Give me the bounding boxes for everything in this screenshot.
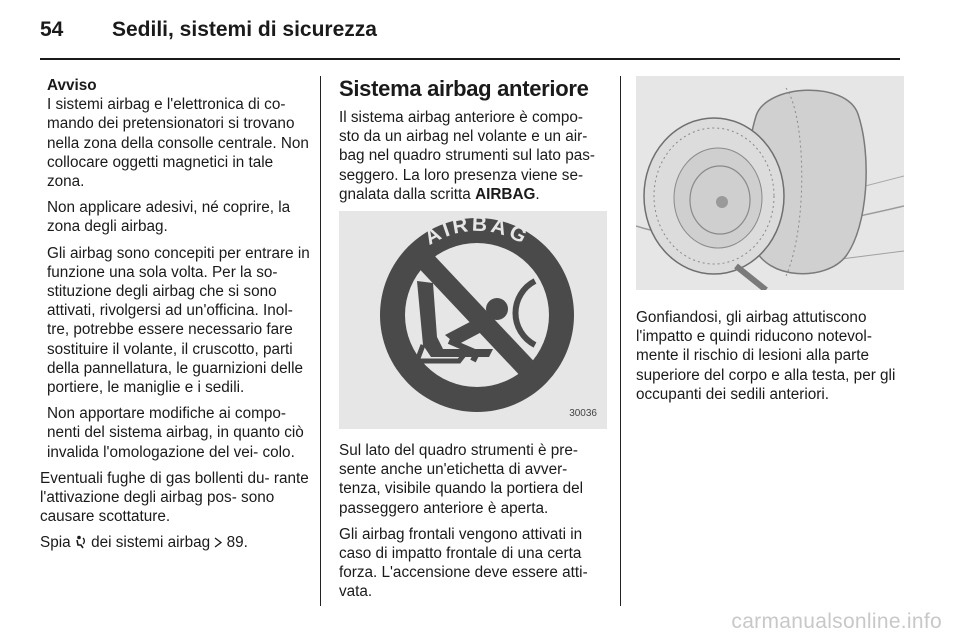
right-column xyxy=(636,76,904,411)
label-paragraph: Sul lato del quadro strumenti è pre- sente anche un'etichetta di avver- tenza, visibile quando la portiera del passeggero anteriore è aperta. xyxy=(339,442,584,517)
left-column xyxy=(40,76,310,560)
note-paragraph: Non apportare modifiche ai compo- nenti del sistema airbag, in quanto ciò invalida l'omologazione del vei- colo. xyxy=(47,405,304,461)
no-child-seat-airbag-symbol xyxy=(339,211,607,429)
warning-note xyxy=(40,76,310,462)
airbag-warning-icon xyxy=(75,535,87,549)
activation-paragraph: Gli airbag frontali vengono attivati in caso di impatto frontale di una certa forza. L'accensione deve essere atti- vata. xyxy=(339,525,588,601)
column-divider-left xyxy=(320,76,321,606)
page-header xyxy=(40,18,377,42)
note-paragraph: I sistemi airbag e l'elettronica di co- mando dei pretensionatori si trovano nella zona della consolle centrale. Non collocare oggetti magnetici in tale zona. xyxy=(47,96,309,191)
figure-number: 30036 xyxy=(569,407,597,419)
gas-warning-paragraph: Eventuali fughe di gas bollenti du- rante l'attivazione degli airbag pos- sono causare scottature. xyxy=(40,469,309,526)
airbag-warning-figure xyxy=(339,211,607,429)
page-number: 54 xyxy=(40,18,64,41)
watermark: carmanualsonline.info xyxy=(731,610,942,633)
section-heading: Sistema airbag anteriore xyxy=(339,76,589,101)
inflation-paragraph: Gonfiandosi, gli airbag attutiscono l'impatto e quindi riducono notevol- mente il rischio di lesioni alla parte superiore del corpo e alla testa, per gli occupanti dei sedili anteriori. xyxy=(636,309,896,403)
note-paragraph: Non applicare adesivi, né coprire, la zona degli airbag. xyxy=(47,199,291,236)
page-reference[interactable]: 89. xyxy=(226,534,248,552)
note-paragraph: Gli airbag sono concepiti per entrare in funzione una sola volta. Per la so- stituzione degli airbag che si sono attivati, rivolgersi ad un'officina. Inol- tre, potrebbe essere necessario fare sostituire il volante, il cruscotto, parti della pannellatura, le guarnizioni delle portiere, le maniglie e i sedili. xyxy=(47,244,310,397)
airbag-label: AIRBAG xyxy=(475,185,536,203)
intro-paragraph: Il sistema airbag anteriore è compo- sto da un airbag nel volante e un air- bag nel quadro strumenti sul lato pas- seggero. La loro presenza viene se- gnalata dalla scritta AIRBAG. xyxy=(339,109,595,203)
spia-paragraph: Spia dei sistemi airbag 89. xyxy=(40,534,248,552)
inflated-airbags-illustration xyxy=(636,76,904,290)
airbag-deployment-figure xyxy=(636,76,904,290)
section-title: Sedili, sistemi di sicurezza xyxy=(112,18,377,41)
middle-column xyxy=(339,76,607,609)
reference-arrow-icon[interactable] xyxy=(214,537,222,548)
figure-airbag-text: AIRBAG xyxy=(420,212,534,250)
note-title: Avviso xyxy=(47,77,97,94)
header-rule xyxy=(40,58,900,60)
column-divider-right xyxy=(620,76,621,606)
